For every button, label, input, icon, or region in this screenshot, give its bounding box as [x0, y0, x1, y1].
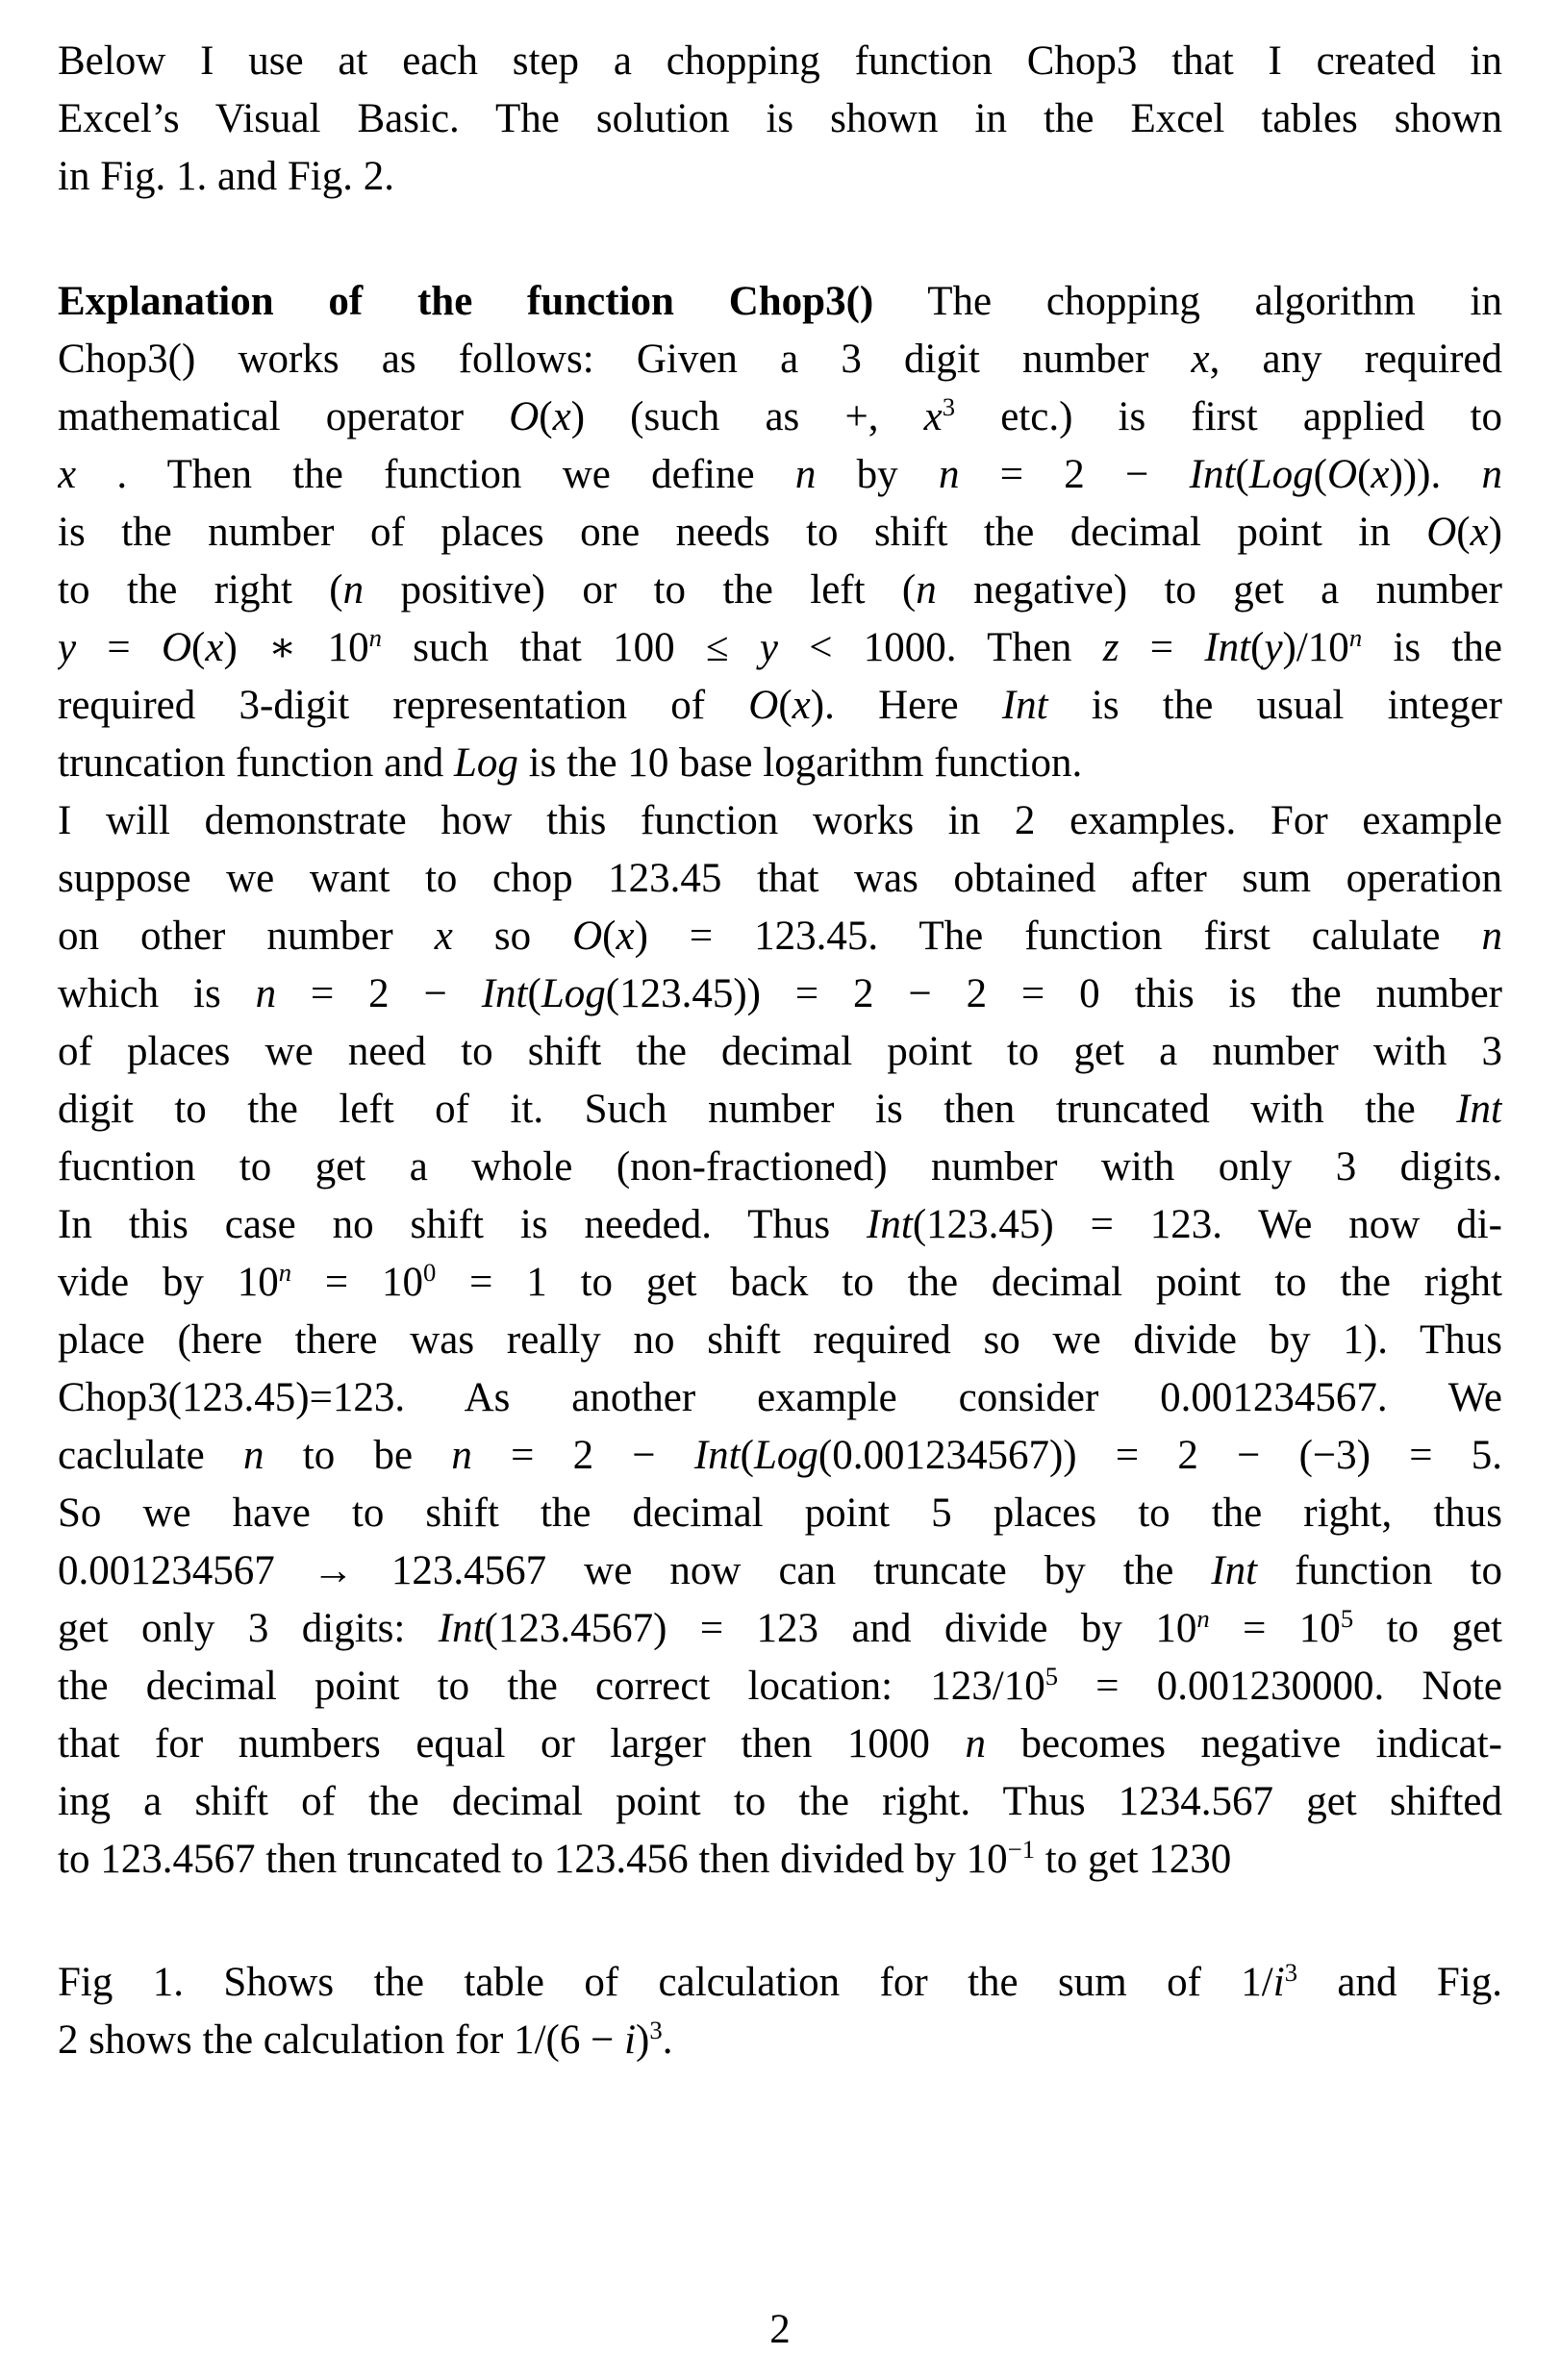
text-run: x [205, 625, 224, 670]
text-run: x [1470, 510, 1489, 555]
text-line [58, 1831, 1502, 1889]
text-run: Fig 1. Shows the table of calculation for the sum of 1/ [58, 1960, 1273, 2005]
text-run: n [1481, 452, 1502, 497]
text-run: in Fig. 1. and Fig. 2. [58, 154, 395, 199]
text-run: vide by 10 [58, 1260, 279, 1305]
text-run: positive) or to the left ( [364, 567, 917, 613]
text-run: to 123.4567 then truncated to 123.456 then divided by 10 [58, 1837, 1008, 1882]
text-run: ( [1357, 452, 1371, 497]
text-run: , any required [1209, 337, 1502, 382]
text-run: x [552, 394, 571, 439]
text-run: Int [867, 1202, 913, 1247]
text-run: Int [1001, 683, 1048, 728]
text-run: = 10 [291, 1260, 423, 1305]
text-run: = 2 − [471, 1433, 694, 1478]
text-run: ( [740, 1433, 754, 1478]
text-run: n [794, 452, 817, 497]
text-run: O [509, 394, 540, 439]
text-run: ))). [1389, 452, 1482, 497]
text-line [58, 1600, 1502, 1658]
text-run: to the right ( [58, 567, 343, 613]
text-run: caclulate [58, 1433, 244, 1478]
text-line [58, 90, 1502, 148]
text-run: Chop3() works as follows: Given a 3 digit number [58, 337, 1192, 382]
text-line [58, 504, 1502, 562]
text-run: the decimal point to the correct location: 123/10 [58, 1664, 1045, 1709]
text-run: The chopping algorithm in [873, 279, 1502, 324]
text-run: fucntion to get a whole (non-fractioned) number with only 3 digits. [58, 1144, 1502, 1190]
paragraph-intro [58, 33, 1502, 206]
text-run: Below I use at each step a chopping function Chop3 that I created in [58, 38, 1502, 84]
text-run: truncation function and [58, 740, 454, 786]
text-run: etc.) is first applied to [955, 394, 1502, 439]
text-run: z [1102, 625, 1120, 670]
text-run: ( [1235, 452, 1249, 497]
text-run: Int [438, 1606, 485, 1651]
text-run: In this case no shift is needed. Thus [58, 1202, 868, 1247]
text-run: O [1327, 452, 1358, 497]
text-line [58, 388, 1502, 446]
text-line [58, 562, 1502, 619]
text-line [58, 1658, 1502, 1716]
text-line [58, 1716, 1502, 1773]
text-run: (123.4567) = 123 and divide by 10 [484, 1606, 1197, 1651]
text-line [58, 446, 1502, 504]
text-run: Int [1189, 452, 1236, 497]
text-line [58, 2012, 1502, 2069]
text-run: Log [541, 971, 606, 1016]
text-run: ). Here [810, 683, 1002, 728]
text-line [58, 1196, 1502, 1254]
text-run: which is [58, 971, 256, 1016]
paragraph-explanation [58, 273, 1502, 792]
text-run: 3 [1284, 1958, 1298, 1988]
text-run: I will demonstrate how this function works in 2 examples. For example [58, 798, 1502, 843]
text-run: n [1196, 1604, 1210, 1634]
text-run: place (here there was really no shift required so we divide by 1). Thus [58, 1317, 1502, 1363]
text-run: n [938, 452, 960, 497]
text-run: O [161, 625, 192, 670]
text-line [58, 33, 1502, 90]
text-run: ( [191, 625, 206, 670]
text-run: is the [1362, 625, 1502, 670]
text-run: . [662, 2017, 673, 2063]
text-line [58, 1023, 1502, 1081]
text-line [58, 1542, 1502, 1600]
text-line [58, 273, 1502, 331]
text-run: = 2 − [276, 971, 482, 1016]
section-heading: Explanation of the function Chop3() [58, 279, 874, 324]
text-run: O [748, 683, 779, 728]
text-run: ( [1250, 625, 1265, 670]
text-run: so [452, 914, 573, 959]
text-run: )/10 [1282, 625, 1349, 670]
text-line [58, 331, 1502, 388]
text-run: (123.45)) = 2 − 2 = 0 this is the number [605, 971, 1502, 1016]
text-line [58, 850, 1502, 908]
text-run: n [255, 971, 277, 1016]
text-run: 3 [649, 2016, 663, 2045]
text-run: required 3-digit representation of [58, 683, 749, 728]
text-run: n [965, 1721, 986, 1766]
text-run: n [1348, 623, 1363, 653]
text-run: −1 [1007, 1835, 1036, 1865]
text-line [58, 1773, 1502, 1831]
text-run: < 1000. Then [777, 625, 1103, 670]
text-run: Chop3(123.45)=123. As another example consider 0.001234567. We [58, 1375, 1502, 1420]
text-line [58, 1139, 1502, 1196]
text-run: ing a shift of the decimal point to the right. Thus 1234.567 get shifted [58, 1779, 1502, 1824]
text-run: 0 [422, 1258, 437, 1288]
text-run: ( [527, 971, 541, 1016]
text-run: Log [753, 1433, 818, 1478]
text-run: n [243, 1433, 264, 1478]
text-run: Int [481, 971, 528, 1016]
text-run: ( [602, 914, 616, 959]
text-run: negative) to get a number [936, 567, 1502, 613]
page-number: 2 [769, 2307, 791, 2352]
text-run: So we have to shift the decimal point 5 places to the right, thus [58, 1491, 1502, 1536]
text-run: O [572, 914, 603, 959]
text-run: = [1119, 625, 1205, 670]
text-run: n [916, 567, 937, 613]
text-run: ) = 123.45. The function first calulate [634, 914, 1482, 959]
text-run: x [616, 914, 635, 959]
text-run: is the usual integer [1047, 683, 1502, 728]
text-line [58, 908, 1502, 965]
text-run: ) [636, 2017, 650, 2063]
text-run: O [1426, 510, 1457, 555]
text-run: by [816, 452, 939, 497]
text-line [58, 1254, 1502, 1312]
text-run: ( [778, 683, 793, 728]
text-run: ( [539, 394, 553, 439]
text-run: to be [264, 1433, 452, 1478]
text-run: ( [1313, 452, 1327, 497]
text-run: to get 1230 [1035, 1837, 1232, 1882]
text-line [58, 1369, 1502, 1427]
text-run: i [1272, 1960, 1285, 2005]
text-run: = 10 [1209, 1606, 1341, 1651]
text-line [58, 619, 1502, 677]
text-run: Excel’s Visual Basic. The solution is shown in the Excel tables shown [58, 96, 1502, 141]
text-run: on other number [58, 914, 435, 959]
text-run: x [1371, 452, 1390, 497]
text-run: y [1264, 625, 1283, 670]
text-run: n [1481, 914, 1502, 959]
text-line [58, 1427, 1502, 1485]
text-run: n [278, 1258, 292, 1288]
text-run: Int [1211, 1548, 1258, 1593]
text-line [58, 965, 1502, 1023]
text-run: = 1 to get back to the decimal point to the right [436, 1260, 1502, 1305]
text-run: is the 10 base logarithm function. [517, 740, 1083, 786]
text-run: Log [453, 740, 518, 786]
text-run: suppose we want to chop 123.45 that was obtained after sum operation [58, 856, 1502, 901]
text-run: that for numbers equal or larger then 1000 [58, 1721, 966, 1766]
paragraph-examples [58, 792, 1502, 1889]
text-run: is the number of places one needs to shift the decimal point in [58, 510, 1427, 555]
text-run: Log [1248, 452, 1314, 497]
text-run: n [451, 1433, 472, 1478]
text-run: ) (such as +, [570, 394, 924, 439]
text-run: 3 [942, 392, 956, 422]
text-run: n [342, 567, 365, 613]
text-line [58, 1312, 1502, 1369]
text-line [58, 1485, 1502, 1542]
text-run: becomes negative indicat- [985, 1721, 1502, 1766]
text-run: n [368, 623, 382, 653]
text-run: mathematical operator [58, 394, 510, 439]
text-run: x [434, 914, 453, 959]
text-run: of places we need to shift the decimal point to get a number with 3 [58, 1029, 1502, 1074]
text-run: ) ∗ 10 [223, 625, 369, 670]
text-run: Int [1456, 1087, 1502, 1132]
text-run: 5 [1340, 1604, 1354, 1634]
text-line [58, 1954, 1502, 2012]
text-line [58, 792, 1502, 850]
text-run: = 2 − [959, 452, 1190, 497]
text-line [58, 677, 1502, 735]
text-run: get only 3 digits: [58, 1606, 439, 1651]
text-run: x [1191, 337, 1210, 382]
text-run: (0.001234567)) = 2 − (−3) = 5. [818, 1433, 1502, 1478]
text-line [58, 1081, 1502, 1139]
text-run: = 0.001230000. Note [1058, 1664, 1502, 1709]
text-run: to get [1353, 1606, 1502, 1651]
text-run: y [58, 625, 77, 670]
text-run: 0.001234567 → 123.4567 we now can truncate by the [58, 1548, 1212, 1593]
text-run: 5 [1044, 1662, 1059, 1691]
text-run: such that 100 ≤ [381, 625, 760, 670]
text-run: ( [1456, 510, 1471, 555]
text-line [58, 735, 1502, 792]
text-run: . Then the function we define [76, 452, 795, 497]
text-run: 2 shows the calculation for 1/(6 − [58, 2017, 625, 2063]
text-run: and Fig. [1297, 1960, 1502, 2005]
text-run: Int [1204, 625, 1251, 670]
text-run: Int [693, 1433, 741, 1478]
text-run: (123.45) = 123. We now di- [912, 1202, 1502, 1247]
text-run: function to [1257, 1548, 1502, 1593]
text-run: ) [1488, 510, 1502, 555]
text-line [58, 148, 1502, 206]
text-run: digit to the left of it. Such number is then truncated with the [58, 1087, 1457, 1132]
text-run: x [792, 683, 811, 728]
text-run: x [923, 394, 943, 439]
text-run: = [76, 625, 162, 670]
text-run: y [759, 625, 778, 670]
text-run: i [624, 2017, 637, 2063]
paragraph-figure-caption [58, 1954, 1502, 2069]
text-run: x [58, 452, 77, 497]
